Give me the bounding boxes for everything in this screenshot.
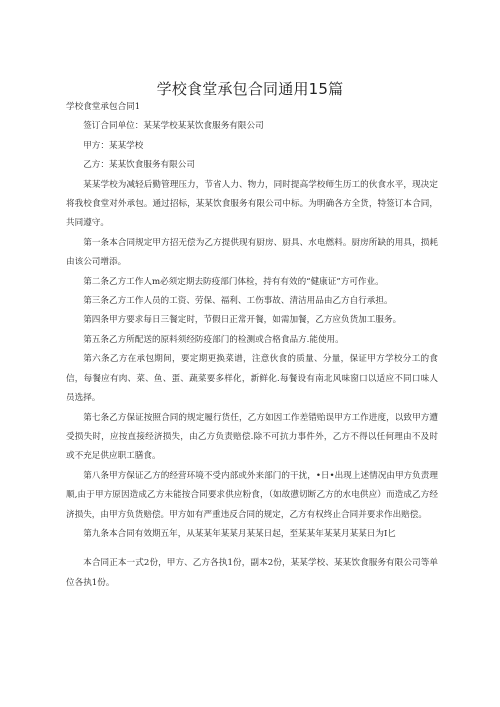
paragraph-copies: 本合同正本一式2份，甲方、乙方各执1份，副本2份，某某学校、某某饮食服务有限公司等单位各执1份。 <box>66 558 438 588</box>
paragraph-article-6: 第六条乙方在承包期间，要定期更换菜谱，注意伙食的质量、分量，保证甲方学校分工的食信，每餐应有肉、菜、鱼、蛋、蔬菜要多样化，新鲜化.每餐设有南北风味窗口以适应不同口味人员选择。 <box>66 354 438 404</box>
paragraph-signing-units: 签订合同单位：某某学校某某饮食服务有限公司 <box>83 121 264 132</box>
document-body <box>66 98 438 593</box>
paragraph-party-b: 乙方：某某饮食服务有限公司 <box>83 160 195 171</box>
section-heading: 学校食堂承包合同1 <box>66 102 141 112</box>
paragraph-article-9: 第九条本合同有效期五年，从某某年某某月某某日起，至某某年某某月某某日为I匕 <box>83 528 396 539</box>
paragraph-article-5: 第五条乙方所配送的原料须经防疫部门的检测或合格食品方.能使用。 <box>83 334 344 345</box>
paragraph-article-8: 第八条甲方保证乙方的经营环境不受内部或外来部门的干扰，•日•出现上述情况由甲方负责理顺,由于甲方原因造成乙方未能按合同要求供应粉食，（如故懑切断乙方的水电供应）而造成乙方经济损失，由甲方负货赔偿。甲方如有严重违反合同的规定，乙方有权终止合同并要求作出赔偿。 <box>66 470 438 520</box>
document-title: 学校食堂承包合同通用15篇 <box>156 80 344 98</box>
paragraph-article-7: 第七条乙方保证按照合同的规定履行货任，乙方如因工作差错贻误甲方工作进度，以致甲方遭受损失时，应按直接经济损失，由乙方负责赔偿.除不可抗力事件外，乙方不得以任何理由不及时或不充足供应职工膳食。 <box>66 412 438 462</box>
paragraph-article-2: 第二条乙方工作人m必须定期去防疫部门体检，持有有效的“健康证”方可作业。 <box>83 276 384 287</box>
paragraph-article-3: 第三条乙方工作人员的工资、劳保、福利、工伤事故、清洁用品由乙方自行承担。 <box>83 296 393 307</box>
paragraph-article-1: 第一条本合同规定甲方招无偿为乙方提供现有厨房、厨具、水电燃料。厨房所缺的用具，损耗由该公司增添。 <box>66 237 438 268</box>
paragraph-party-a: 甲方：某某学校 <box>83 140 144 151</box>
paragraph-preamble: 某某学校为减轻后勤管理压力，节省人力、物力，同时提高学校师生历工的伙食水平，现决定将我校食堂对外承包。通过招标，某某饮食服务有限公司中标。为明确各方全货，特签订本合同，共同遵守。 <box>66 179 438 229</box>
paragraph-article-4: 第四条甲方要求每日三餐定时，节假日正常开餐，如需加餐，乙方应负货加工服务。 <box>83 315 402 326</box>
